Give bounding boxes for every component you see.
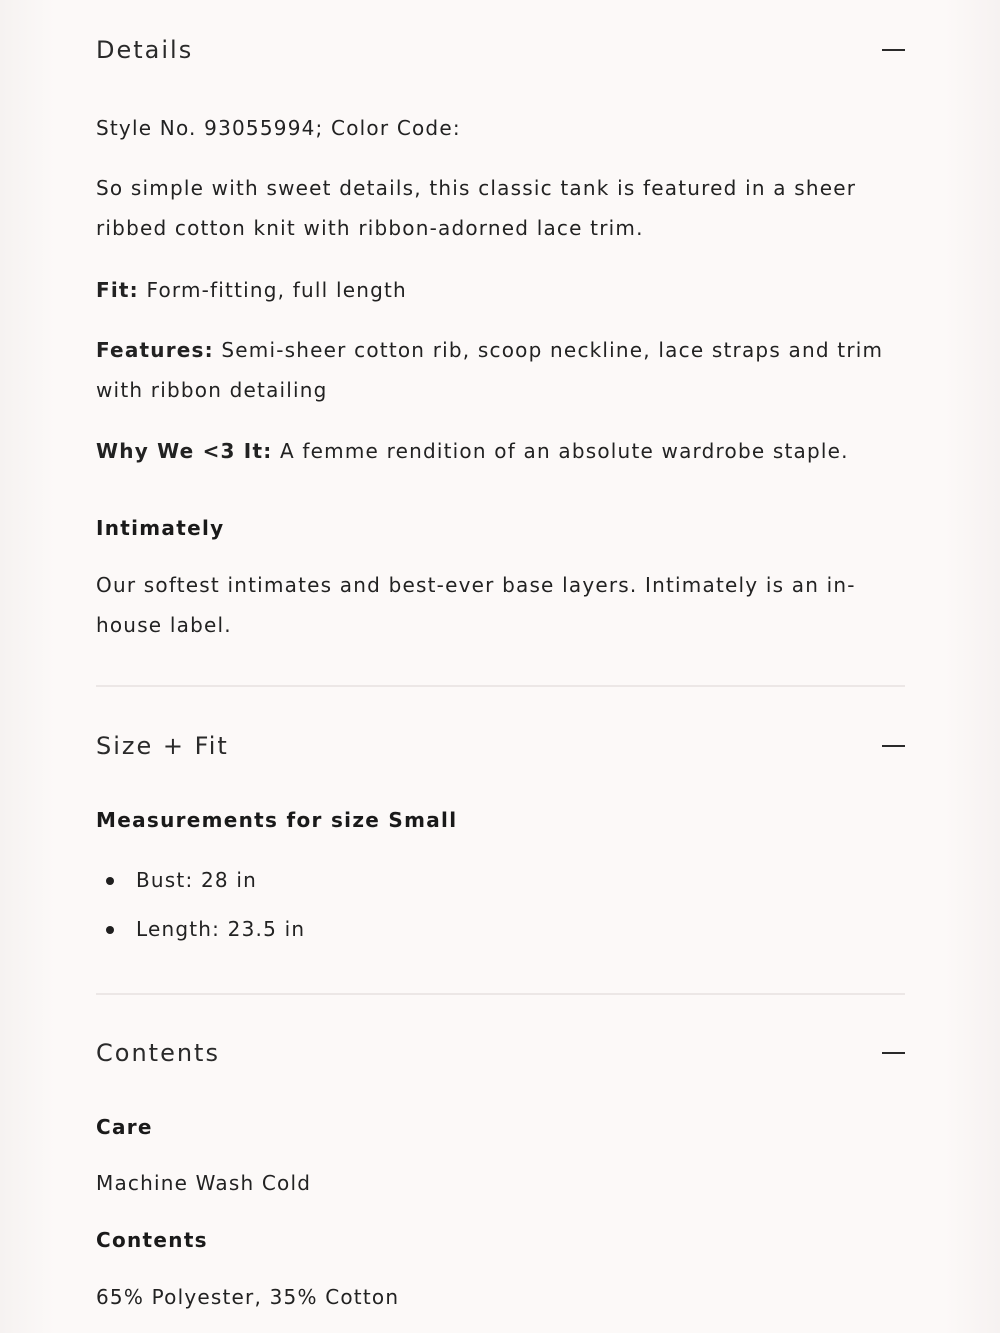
contents-heading: Contents xyxy=(96,1228,208,1252)
fit-text xyxy=(96,270,905,310)
style-number-text: Style No. 93055994; Color Code: xyxy=(96,116,461,140)
contents-value: 65% Polyester, 35% Cotton xyxy=(96,1285,400,1309)
care-value: Machine Wash Cold xyxy=(96,1171,312,1195)
care-heading: Care xyxy=(96,1115,153,1139)
care-heading-block xyxy=(96,1107,905,1147)
list-item xyxy=(96,860,905,900)
bullet-icon xyxy=(106,926,114,934)
features-text xyxy=(96,330,905,410)
collapse-minus-icon[interactable] xyxy=(882,1052,905,1054)
care-value-block xyxy=(96,1163,905,1203)
contents-title: Contents xyxy=(96,1039,220,1067)
contents-heading-block xyxy=(96,1220,905,1260)
details-header[interactable] xyxy=(96,30,905,70)
section-divider xyxy=(96,993,905,995)
section-divider xyxy=(96,685,905,687)
bullet-icon xyxy=(106,877,114,885)
measurements-list-block xyxy=(96,860,905,949)
details-title: Details xyxy=(96,36,194,64)
details-section xyxy=(96,30,905,70)
size-fit-section xyxy=(96,726,905,766)
details-features xyxy=(96,330,905,410)
fit-label: Fit: xyxy=(96,278,139,302)
measurement-text: Length: 23.5 in xyxy=(136,917,306,941)
measurements-list xyxy=(96,860,905,949)
brand-description: Our softest intimates and best-ever base layers. Intimately is an in-house label. xyxy=(96,573,856,637)
brand-block xyxy=(96,508,905,548)
contents-header[interactable] xyxy=(96,1033,905,1073)
details-style-line xyxy=(96,108,905,148)
details-fit xyxy=(96,270,905,310)
why-value: A femme rendition of an absolute wardrobe staple. xyxy=(272,439,849,463)
measurement-text: Bust: 28 in xyxy=(136,868,257,892)
description-text: So simple with sweet details, this classic tank is featured in a sheer ribbed cotton knit with ribbon-adorned lace trim. xyxy=(96,176,857,240)
collapse-minus-icon[interactable] xyxy=(882,49,905,51)
features-value: Semi-sheer cotton rib, scoop neckline, lace straps and trim with ribbon detailing xyxy=(96,338,884,402)
details-why xyxy=(96,431,905,471)
brand-description-block xyxy=(96,565,905,645)
fit-value: Form-fitting, full length xyxy=(138,278,407,302)
list-item xyxy=(96,909,905,949)
collapse-minus-icon[interactable] xyxy=(882,745,905,747)
brand-heading: Intimately xyxy=(96,516,225,540)
details-description xyxy=(96,168,905,248)
why-label: Why We <3 It: xyxy=(96,439,273,463)
contents-value-block xyxy=(96,1277,905,1317)
measurements-heading-block xyxy=(96,800,905,840)
contents-section xyxy=(96,1033,905,1073)
why-text xyxy=(96,431,905,471)
features-label: Features: xyxy=(96,338,214,362)
size-fit-title: Size + Fit xyxy=(96,732,229,760)
size-fit-header[interactable] xyxy=(96,726,905,766)
measurements-heading: Measurements for size Small xyxy=(96,808,458,832)
